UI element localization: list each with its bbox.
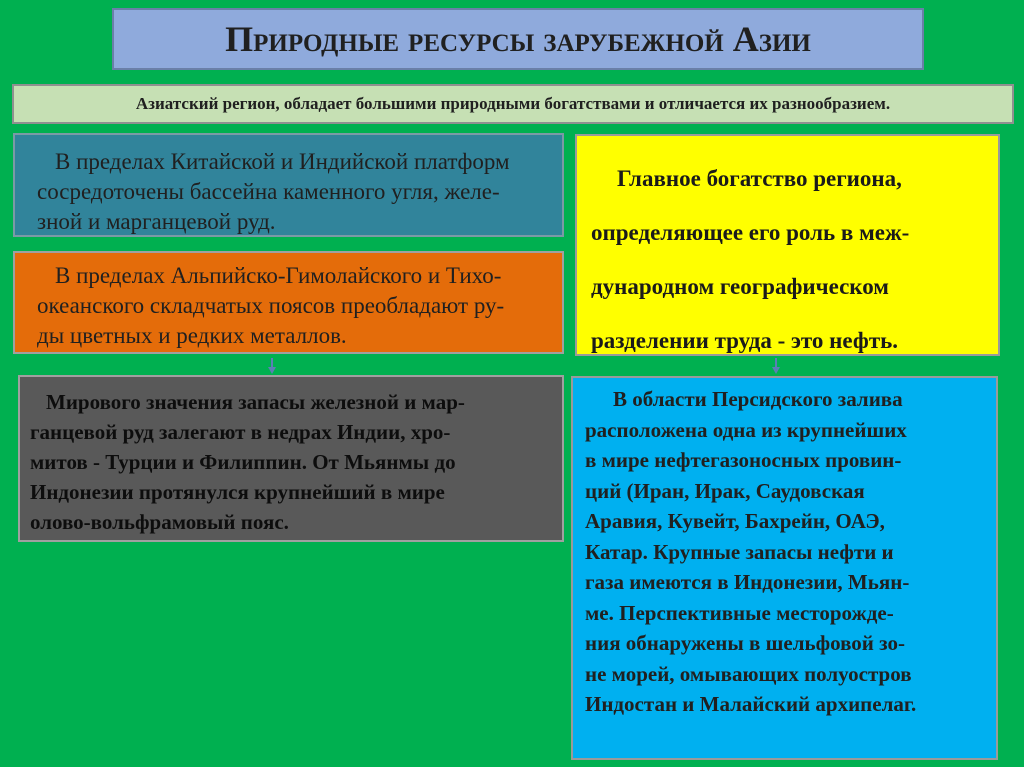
down-arrow-icon — [268, 358, 276, 374]
text-line: не морей, омывающих полуостров — [585, 661, 912, 686]
text-line: сосредоточены бассейна каменного угля, желе- — [37, 179, 500, 204]
platform-resources-box — [13, 133, 564, 237]
text-line: олово-вольфрамовый пояс. — [30, 510, 289, 534]
text-line: ций (Иран, Ирак, Саудовская — [585, 478, 865, 503]
text-line: Главное богатство региона, — [617, 166, 902, 191]
text-line: зной и марганцевой руд. — [37, 209, 276, 234]
main-wealth-oil-box — [575, 134, 1000, 356]
text-line: В пределах Альпийско-Гимолайского и Тихо- — [55, 263, 502, 288]
world-significance-box — [18, 375, 564, 542]
intro-banner-text: Азиатский регион, обладает большими природными богатствами и отличается их разнообразием. — [135, 94, 891, 113]
fold-belt-resources-box — [13, 251, 564, 354]
text-line: митов - Турции и Филиппин. От Мьянмы до — [30, 450, 456, 474]
text-line: Индостан и Малайский архипелаг. — [585, 692, 917, 716]
page-title-text: Природные ресурсы зарубежной Азии — [225, 19, 811, 59]
page-title — [112, 8, 924, 70]
text-line: В пределах Китайской и Индийской платформ — [55, 149, 510, 174]
text-line: Индонезии протянулся крупнейший в мире — [30, 480, 445, 504]
text-line: ния обнаружены в шельфовой зо- — [585, 631, 905, 655]
text-line: газа имеются в Индонезии, Мьян- — [585, 570, 910, 594]
text-line: определяющее его роль в меж- — [591, 220, 910, 245]
intro-banner — [12, 84, 1014, 124]
text-line: ганцевой руд залегают в недрах Индии, хро- — [30, 420, 451, 444]
text-line: ды цветных и редких металлов. — [37, 323, 347, 348]
text-line: расположена одна из крупнейших — [585, 417, 907, 442]
text-line: ме. Перспективные месторожде- — [585, 600, 894, 625]
text-line: Мирового значения запасы железной и мар- — [46, 390, 465, 414]
text-line: Аравия, Кувейт, Бахрейн, ОАЭ, — [585, 509, 885, 533]
text-line: океанского складчатых поясов преобладают ру- — [37, 293, 505, 318]
text-line: разделении труда - это нефть. — [591, 328, 899, 353]
text-line: дународном географическом — [591, 274, 889, 299]
persian-gulf-box — [571, 376, 998, 760]
text-line: В области Персидского залива — [613, 387, 903, 411]
text-line: Катар. Крупные запасы нефти и — [585, 539, 894, 564]
down-arrow-icon — [772, 358, 780, 374]
text-line: в мире нефтегазоносных провин- — [585, 448, 902, 472]
